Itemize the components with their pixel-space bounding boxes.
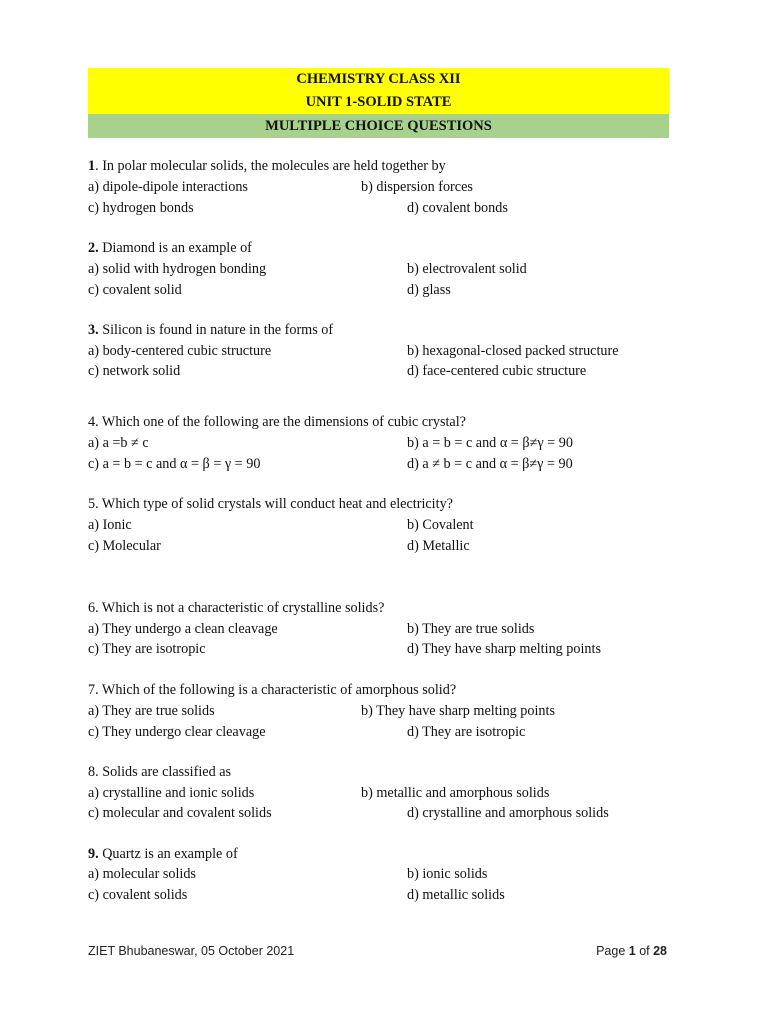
question-5-option-a: a) Ionic	[88, 517, 132, 533]
question-6-option-b: b) They are true solids	[407, 621, 535, 637]
question-6-option-c: c) They are isotropic	[88, 641, 206, 657]
question-3-stem: 3. Silicon is found in nature in the forms of	[88, 322, 334, 338]
question-2-option-c: c) covalent solid	[88, 282, 182, 298]
question-3-option-d: d) face-centered cubic structure	[407, 363, 587, 379]
question-3-option-c: c) network solid	[88, 363, 181, 379]
question-4-option-b: b) a = b = c and α = β≠γ = 90	[407, 435, 573, 451]
question-7-option-b: b) They have sharp melting points	[361, 703, 555, 719]
question-6-stem: 6. Which is not a characteristic of crystalline solids?	[88, 600, 385, 616]
question-2-option-d: d) glass	[407, 282, 451, 298]
question-1-option-d: d) covalent bonds	[407, 200, 508, 216]
title-banner	[88, 68, 669, 114]
footer-source: ZIET Bhubaneswar, 05 October 2021	[88, 944, 295, 958]
question-7-option-c: c) They undergo clear cleavage	[88, 724, 266, 740]
question-9-option-c: c) covalent solids	[88, 887, 188, 903]
question-7-option-a: a) They are true solids	[88, 703, 215, 719]
question-2-option-b: b) electrovalent solid	[407, 261, 527, 277]
question-2-stem: 2. Diamond is an example of	[88, 240, 252, 256]
question-8-option-c: c) molecular and covalent solids	[88, 805, 272, 821]
question-5-stem: 5. Which type of solid crystals will conduct heat and electricity?	[88, 496, 453, 512]
question-8-option-b: b) metallic and amorphous solids	[361, 785, 550, 801]
question-1-option-c: c) hydrogen bonds	[88, 200, 194, 216]
question-1-stem: 1. In polar molecular solids, the molecules are held together by	[88, 158, 446, 174]
question-7-stem: 7. Which of the following is a characteristic of amorphous solid?	[88, 682, 457, 698]
section-title: MULTIPLE CHOICE QUESTIONS	[88, 114, 669, 138]
question-8-stem: 8. Solids are classified as	[88, 764, 232, 780]
question-3-option-b: b) hexagonal-closed packed structure	[407, 343, 619, 359]
question-1-option-b: b) dispersion forces	[361, 179, 473, 195]
question-3-option-a: a) body-centered cubic structure	[88, 343, 272, 359]
question-5-option-b: b) Covalent	[407, 517, 474, 533]
unit-title: UNIT 1-SOLID STATE	[305, 94, 452, 110]
question-4-option-d: d) a ≠ b = c and α = β≠γ = 90	[407, 456, 573, 472]
question-8-option-a: a) crystalline and ionic solids	[88, 785, 255, 801]
question-9-option-b: b) ionic solids	[407, 866, 488, 882]
question-6-option-d: d) They have sharp melting points	[407, 641, 601, 657]
question-4-stem: 4. Which one of the following are the dimensions of cubic crystal?	[88, 414, 466, 430]
question-9-option-a: a) molecular solids	[88, 866, 196, 882]
document-title: CHEMISTRY CLASS XII	[296, 71, 461, 87]
question-9-option-d: d) metallic solids	[407, 887, 505, 903]
footer-page-number: Page 1 of 28	[596, 944, 667, 958]
question-6-option-a: a) They undergo a clean cleavage	[88, 621, 278, 637]
question-9-stem: 9. Quartz is an example of	[88, 846, 238, 862]
question-5-option-c: c) Molecular	[88, 538, 161, 554]
question-1-option-a: a) dipole-dipole interactions	[88, 179, 248, 195]
question-8-option-d: d) crystalline and amorphous solids	[407, 805, 609, 821]
question-5-option-d: d) Metallic	[407, 538, 470, 554]
question-2-option-a: a) solid with hydrogen bonding	[88, 261, 267, 277]
question-7-option-d: d) They are isotropic	[407, 724, 526, 740]
question-4-option-c: c) a = b = c and α = β = γ = 90	[88, 456, 261, 472]
question-4-option-a: a) a =b ≠ c	[88, 435, 149, 451]
